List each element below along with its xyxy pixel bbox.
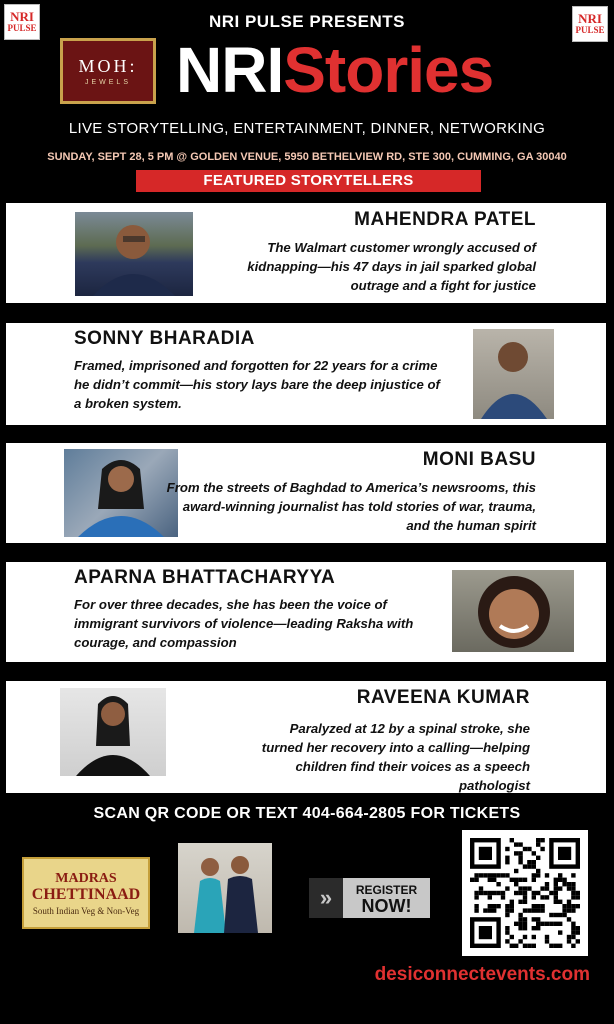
storyteller-name: MONI BASU: [422, 449, 536, 470]
storyteller-name: RAVEENA KUMAR: [356, 687, 530, 708]
event-subtitle: LIVE STORYTELLING, ENTERTAINMENT, DINNER, NETWORKING: [68, 120, 546, 137]
event-details: SUNDAY, SEPT 28, 5 PM @ GOLDEN VENUE, 5950 BETHELVIEW RD, STE 300, CUMMING, GA 30040: [47, 151, 567, 163]
tickets-info: SCAN QR CODE OR TEXT 404-664-2805 FOR TICKETS: [93, 805, 521, 822]
couple-image: [178, 843, 272, 933]
storyteller-card: [6, 443, 606, 543]
storyteller-description: Framed, imprisoned and forgotten for 22 years for a crime he didn’t commit—his story lays bare the deep injustice of a broken system.: [74, 358, 440, 411]
storyteller-photo: [473, 329, 554, 419]
event-title: NRIStories: [176, 34, 494, 106]
storyteller-description: For over three decades, she has been the voice of immigrant survivors of violence—leading Raksha with courage, and compassion: [74, 597, 414, 650]
register-now-button[interactable]: [309, 878, 430, 918]
storyteller-description: Paralyzed at 12 by a spinal stroke, she turned her recovery into a calling—helping children find their voices as a speech pathologist: [261, 721, 530, 793]
moh-jewels-logo: MOH: JEWELS: [60, 38, 156, 104]
storyteller-card: [6, 562, 606, 662]
presents-line: NRI PULSE PRESENTS: [208, 12, 406, 31]
sponsor-couple-photo: [178, 843, 272, 933]
storyteller-card: [6, 203, 606, 303]
storyteller-photo: [75, 212, 193, 296]
storyteller-description: From the streets of Baghdad to America’s newsrooms, this award-winning journalist has told stories of war, trauma, and the human spirit: [166, 480, 536, 533]
portrait-image: [75, 212, 193, 296]
storyteller-name: APARNA BHATTACHARYYA: [74, 567, 336, 588]
storyteller-name: MAHENDRA PATEL: [354, 209, 536, 230]
nri-pulse-logo-left: NRI PULSE: [4, 4, 40, 40]
storyteller-card: [6, 681, 606, 793]
featured-banner: FEATURED STORYTELLERS: [136, 170, 481, 192]
nri-pulse-logo-right: NRI PULSE: [572, 6, 608, 42]
register-now-label: NOW!: [361, 896, 412, 916]
portrait-image: [473, 329, 554, 419]
storyteller-name: SONNY BHARADIA: [74, 328, 255, 349]
qr-code-icon: [462, 830, 588, 956]
website-link[interactable]: desiconnectevents.com: [374, 964, 590, 985]
register-label: REGISTER: [355, 883, 418, 897]
portrait-image: [60, 688, 166, 776]
portrait-image: [452, 570, 574, 652]
storyteller-card: [6, 323, 606, 425]
double-chevron-icon: »: [309, 878, 343, 918]
qr-code[interactable]: [462, 830, 588, 956]
storyteller-photo: [60, 688, 166, 776]
storyteller-description: The Walmart customer wrongly accused of kidnapping—his 47 days in jail sparked global outrage and a fight for justice: [247, 240, 536, 293]
storyteller-photo: [452, 570, 574, 652]
madras-chettinaad-logo: MADRAS CHETTINAAD South Indian Veg & Non-Veg: [22, 857, 150, 929]
